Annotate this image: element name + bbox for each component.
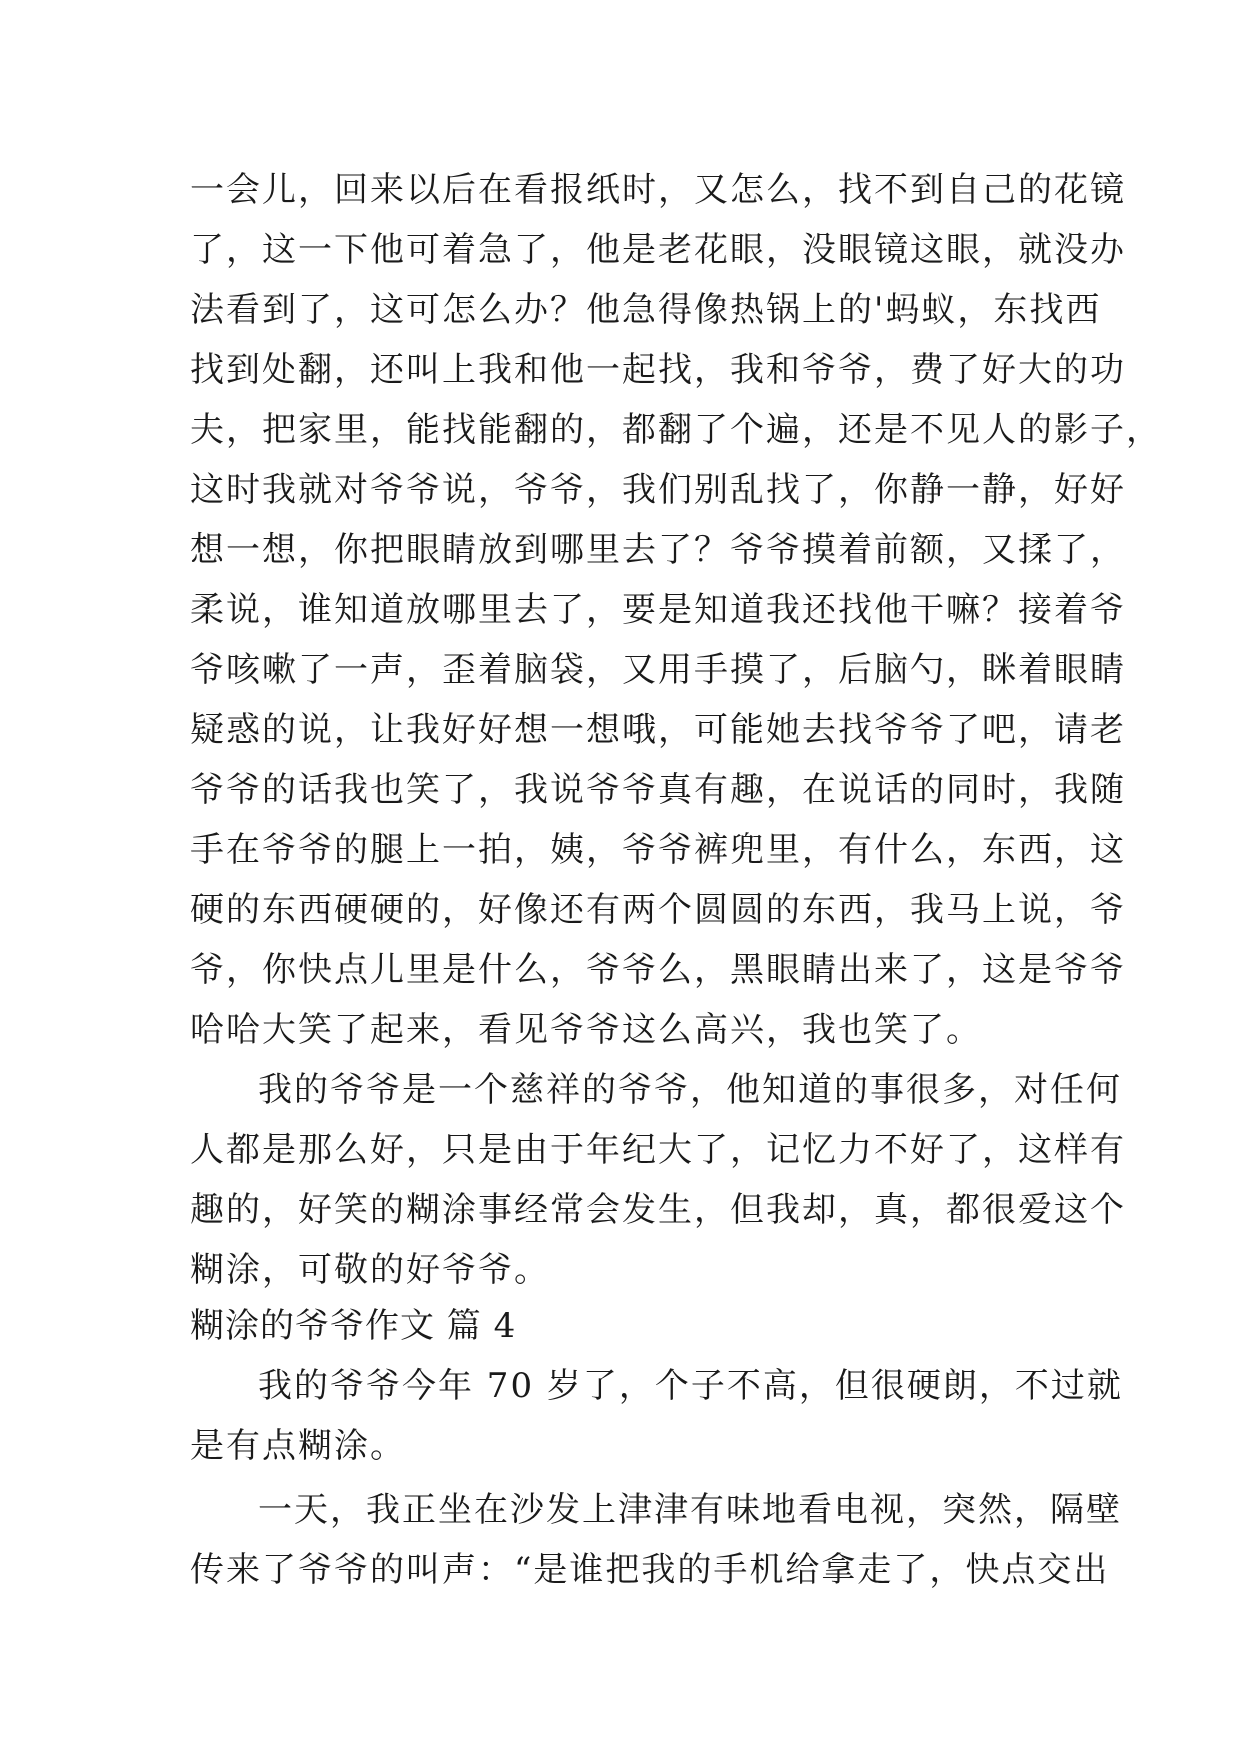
section-heading: 糊涂的爷爷作文 篇 4 — [190, 1306, 517, 1346]
text-line: 这时我就对爷爷说，爷爷，我们别乱找了，你静一静，好好 — [190, 470, 1126, 510]
text-line: 了，这一下他可着急了，他是老花眼，没眼镜这眼，就没办 — [190, 230, 1126, 270]
text-line: 爷爷的话我也笑了，我说爷爷真有趣，在说话的同时，我随 — [190, 770, 1126, 810]
text-line: 我的爷爷今年 70 岁了，个子不高，但很硬朗，不过就 — [258, 1366, 1123, 1406]
text-line: 想一想，你把眼睛放到哪里去了？爷爷摸着前额，又揉了， — [190, 530, 1126, 570]
text-line: 我的爷爷是一个慈祥的爷爷，他知道的事很多，对任何 — [258, 1070, 1122, 1110]
text-line: 柔说，谁知道放哪里去了，要是知道我还找他干嘛？接着爷 — [190, 590, 1126, 630]
text-line: 哈哈大笑了起来，看见爷爷这么高兴，我也笑了。 — [190, 1010, 982, 1050]
text-line: 传来了爷爷的叫声：“是谁把我的手机给拿走了，快点交出 — [190, 1550, 1110, 1590]
text-line: 趣的，好笑的糊涂事经常会发生，但我却，真，都很爱这个 — [190, 1190, 1126, 1230]
text-line: 夫，把家里，能找能翻的，都翻了个遍，还是不见人的影子， — [190, 410, 1162, 450]
text-line: 人都是那么好，只是由于年纪大了，记忆力不好了，这样有 — [190, 1130, 1126, 1170]
text-line: 一会儿，回来以后在看报纸时，又怎么，找不到自己的花镜 — [190, 170, 1126, 210]
text-line: 一天，我正坐在沙发上津津有味地看电视，突然，隔壁 — [258, 1490, 1122, 1530]
text-line: 硬的东西硬硬的，好像还有两个圆圆的东西，我马上说，爷 — [190, 890, 1126, 930]
text-line: 是有点糊涂。 — [190, 1426, 406, 1466]
text-line: 法看到了，这可怎么办？他急得像热锅上的'蚂蚁，东找西 — [190, 290, 1102, 330]
text-line: 手在爷爷的腿上一拍，姨，爷爷裤兜里，有什么，东西，这 — [190, 830, 1126, 870]
text-line: 爷，你快点儿里是什么，爷爷么，黑眼睛出来了，这是爷爷 — [190, 950, 1126, 990]
text-line: 找到处翻，还叫上我和他一起找，我和爷爷，费了好大的功 — [190, 350, 1126, 390]
text-line: 糊涂，可敬的好爷爷。 — [190, 1250, 550, 1290]
text-line: 爷咳嗽了一声，歪着脑袋，又用手摸了，后脑勺，眯着眼睛 — [190, 650, 1126, 690]
text-line: 疑惑的说，让我好好想一想哦，可能她去找爷爷了吧，请老 — [190, 710, 1126, 750]
